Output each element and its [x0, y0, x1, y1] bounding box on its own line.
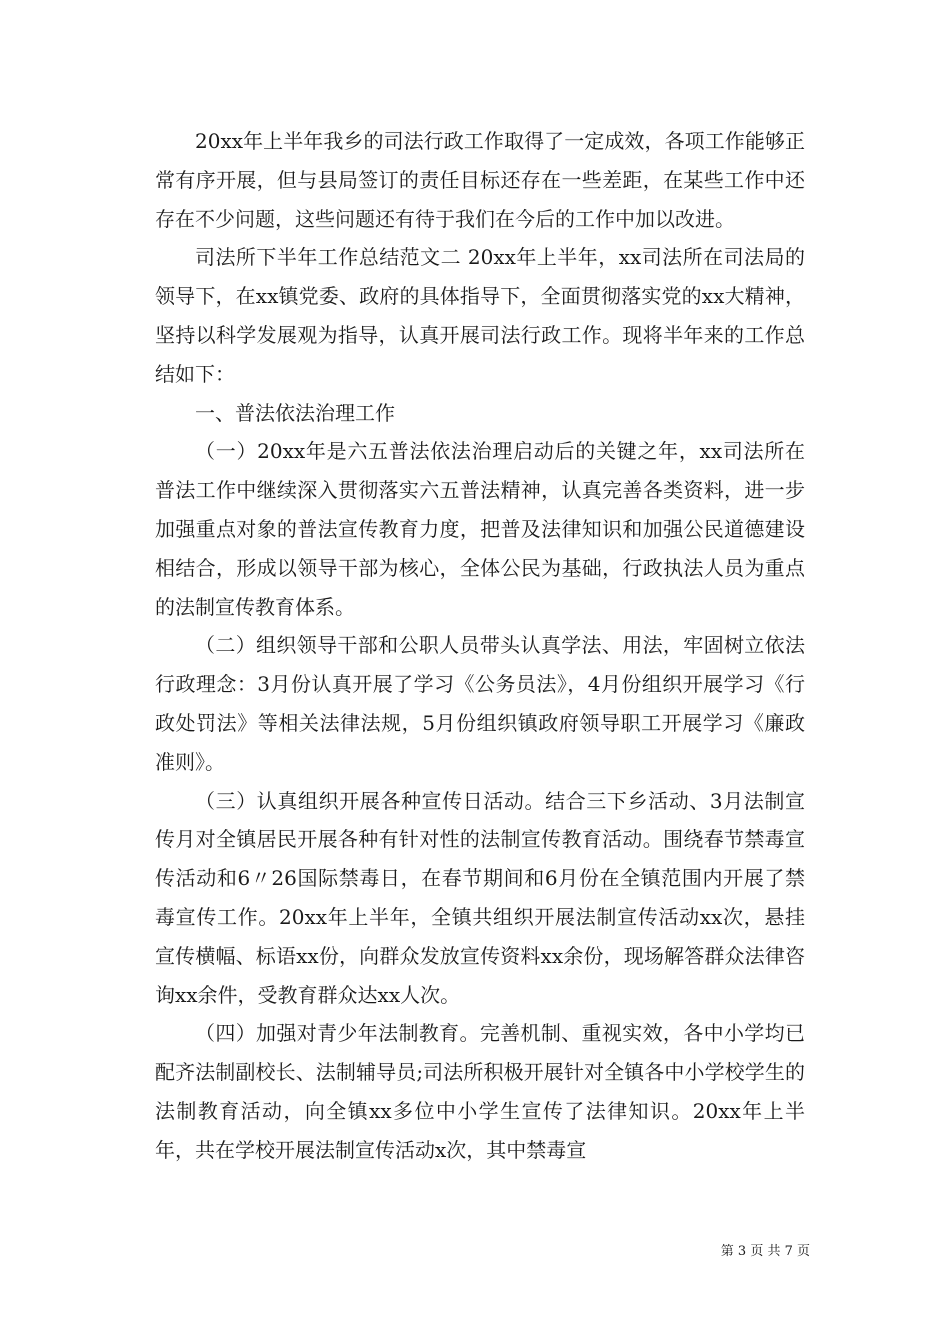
paragraph-6: （四）加强对青少年法制教育。完善机制、重视实效，各中小学均已配齐法制副校长、法制辅导员;司法所积极开展针对全镇各中小学校学生的法制教育活动，向全镇xx多位中小学生宣传了法律知识。20xx年上半年，共在学校开展法制宣传活动x次，其中禁毒宣	[155, 1021, 805, 1162]
paragraph-5: （三）认真组织开展各种宣传日活动。结合三下乡活动、3月法制宣传月对全镇居民开展各种有针对性的法制宣传教育活动。围绕春节禁毒宣传活动和6〃26国际禁毒日，在春节期间和6月份在全镇范围内开展了禁毒宣传工作。20xx年上半年，全镇共组织开展法制宣传活动xx次，悬挂宣传横幅、标语xx份，向群众发放宣传资料xx余份，现场解答群众法律咨询xx余件，受教育群众达xx人次。	[155, 788, 805, 1007]
paragraph-1: 20xx年上半年我乡的司法行政工作取得了一定成效，各项工作能够正常有序开展，但与县局签订的责任目标还存在一些差距，在某些工作中还存在不少问题，这些问题还有待于我们在今后的工作中加以改进。	[155, 129, 805, 231]
section-heading: 一、普法依法治理工作	[195, 400, 395, 425]
document-body	[155, 122, 805, 1170]
paragraph-4: （二）组织领导干部和公职人员带头认真学法、用法，牢固树立依法行政理念：3月份认真开展了学习《公务员法》，4月份组织开展学习《行政处罚法》等相关法律法规，5月份组织镇政府领导职工开展学习《廉政准则》。	[155, 633, 805, 774]
paragraph-3: （一）20xx年是六五普法依法治理启动后的关键之年，xx司法所在普法工作中继续深入贯彻落实六五普法精神，认真完善各类资料，进一步加强重点对象的普法宣传教育力度，把普及法律知识和加强公民道德建设相结合，形成以领导干部为核心，全体公民为基础，行政执法人员为重点的法制宣传教育体系。	[155, 439, 805, 619]
paragraph-2: 司法所下半年工作总结范文二 20xx年上半年，xx司法所在司法局的领导下，在xx镇党委、政府的具体指导下，全面贯彻落实党的xx大精神，坚持以科学发展观为指导，认真开展司法行政工作。现将半年来的工作总结如下：	[155, 245, 805, 386]
page-number-footer: 第 3 页 共 7 页	[720, 1244, 810, 1259]
